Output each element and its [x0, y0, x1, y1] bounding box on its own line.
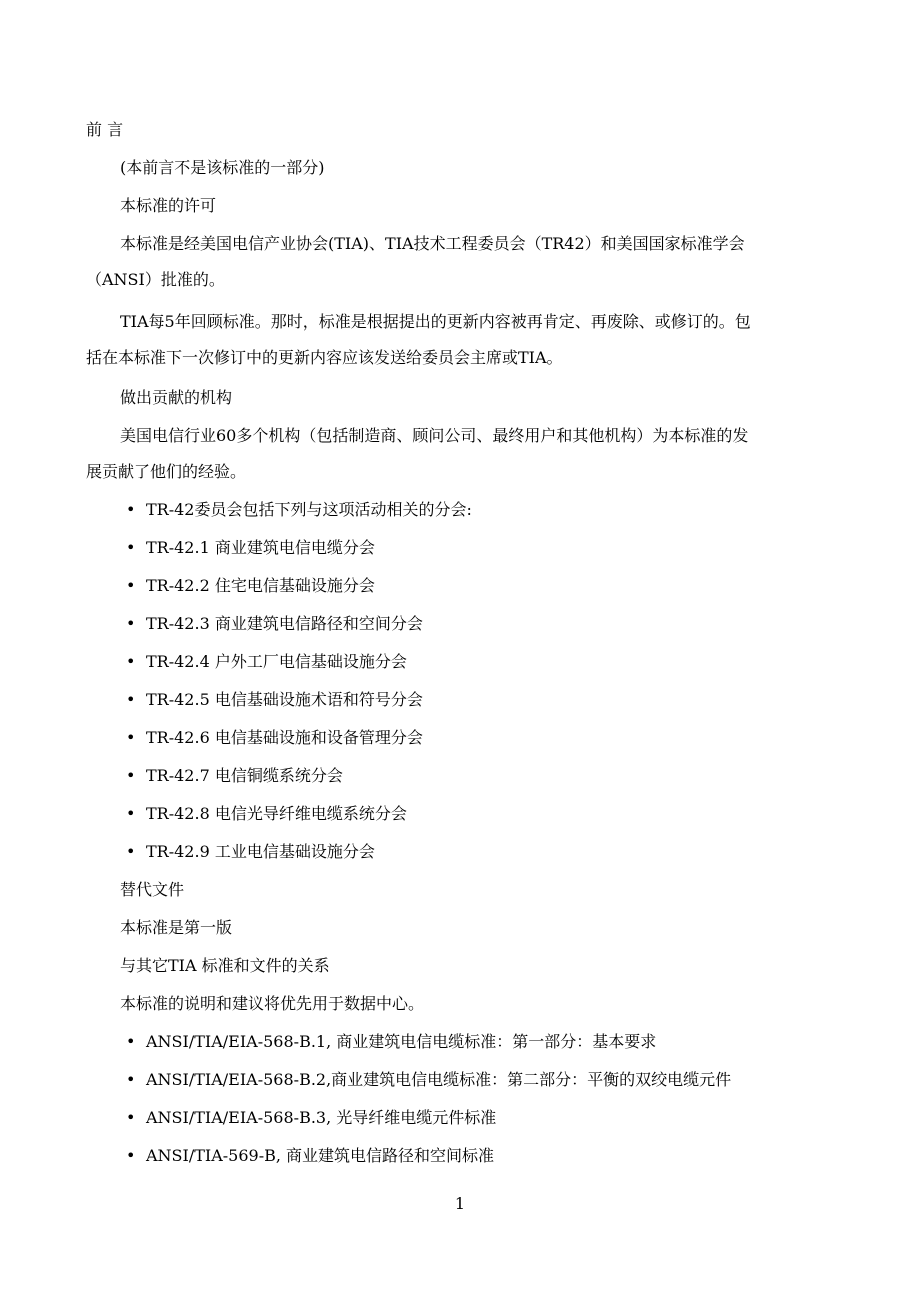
bullet-icon: •: [126, 842, 136, 861]
contributors-paragraph-line-2: 展贡献了他们的经验。: [86, 462, 247, 481]
relation-text: 本标准的说明和建议将优先用于数据中心。: [120, 994, 425, 1013]
bullet-icon: •: [126, 804, 136, 823]
review-paragraph-line-1: TIA每5年回顾标准。那时，标准是根据提出的更新内容被再肯定、再废除、或修订的。包: [120, 312, 751, 331]
list-item-text: TR-42委员会包括下列与这项活动相关的分会:: [146, 500, 472, 519]
contributors-paragraph-line-1: 美国电信行业60多个机构（包括制造商、顾问公司、最终用户和其他机构）为本标准的发: [120, 426, 749, 445]
list-item: [126, 614, 423, 634]
bullet-icon: •: [126, 728, 136, 747]
section-title-superseded: 替代文件: [120, 880, 185, 899]
list-item: [126, 1032, 656, 1052]
list-item: [126, 690, 423, 710]
permission-paragraph-line-1: 本标准是经美国电信产业协会(TIA)、TIA技术工程委员会（TR42）和美国国家标准学会: [120, 234, 745, 253]
bullet-icon: •: [126, 1108, 136, 1127]
list-item-text: TR-42.8 电信光导纤维电缆系统分会: [146, 804, 407, 823]
list-item: [126, 804, 407, 824]
bullet-icon: •: [126, 1070, 136, 1089]
list-item-text: TR-42.4 户外工厂电信基础设施分会: [146, 652, 407, 671]
list-item: [126, 728, 423, 748]
list-item: [126, 1070, 731, 1090]
bullet-icon: •: [126, 614, 136, 633]
list-item-text: ANSI/TIA-569-B, 商业建筑电信路径和空间标准: [146, 1146, 495, 1165]
bullet-icon: •: [126, 1032, 136, 1051]
list-item: [126, 1146, 494, 1166]
review-paragraph-line-2: 括在本标准下一次修订中的更新内容应该发送给委员会主席或TIA。: [86, 348, 563, 367]
list-item: [126, 652, 407, 672]
list-item: [126, 538, 375, 558]
list-item-text: ANSI/TIA/EIA-568-B.2,商业建筑电信电缆标准：第二部分：平衡的双绞电缆元件: [146, 1070, 732, 1089]
section-title-permission: 本标准的许可: [120, 196, 217, 215]
list-item: [126, 1108, 496, 1128]
list-item-text: ANSI/TIA/EIA-568-B.1, 商业建筑电信电缆标准：第一部分：基本要求: [146, 1032, 657, 1051]
bullet-icon: •: [126, 500, 136, 519]
bullet-icon: •: [126, 576, 136, 595]
list-item-text: ANSI/TIA/EIA-568-B.3, 光导纤维电缆元件标准: [146, 1108, 497, 1127]
permission-paragraph-line-2: （ANSI）批准的。: [86, 270, 225, 289]
list-item-text: TR-42.6 电信基础设施和设备管理分会: [146, 728, 423, 747]
list-item-text: TR-42.5 电信基础设施术语和符号分会: [146, 690, 423, 709]
page-number: 1: [454, 1194, 466, 1213]
section-title-relation: 与其它TIA 标准和文件的关系: [120, 956, 330, 975]
document-heading: 前 言: [86, 120, 124, 139]
bullet-icon: •: [126, 538, 136, 557]
list-item: [126, 576, 375, 596]
superseded-text: 本标准是第一版: [120, 918, 233, 937]
list-item-text: TR-42.9 工业电信基础设施分会: [146, 842, 375, 861]
list-item-text: TR-42.2 住宅电信基础设施分会: [146, 576, 375, 595]
list-item-text: TR-42.1 商业建筑电信电缆分会: [146, 538, 375, 557]
bullet-icon: •: [126, 766, 136, 785]
list-item-text: TR-42.7 电信铜缆系统分会: [146, 766, 343, 785]
list-item-text: TR-42.3 商业建筑电信路径和空间分会: [146, 614, 423, 633]
section-title-contributors: 做出贡献的机构: [120, 388, 233, 407]
list-item: [126, 842, 375, 862]
preface-note: (本前言不是该标准的一部分): [120, 158, 325, 177]
bullet-icon: •: [126, 690, 136, 709]
bullet-icon: •: [126, 1146, 136, 1165]
list-item: [126, 766, 343, 786]
bullet-icon: •: [126, 652, 136, 671]
list-item: [126, 500, 472, 520]
